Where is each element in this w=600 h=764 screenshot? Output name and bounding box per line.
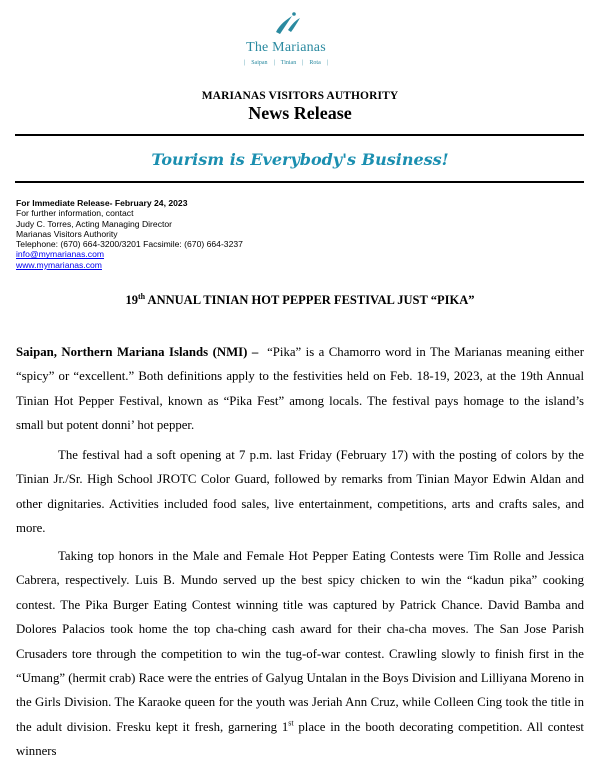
ordinal-suffix: st bbox=[288, 718, 294, 728]
contact-block bbox=[16, 198, 243, 270]
paragraph-1 bbox=[16, 340, 584, 438]
top-divider bbox=[15, 134, 584, 136]
email-link[interactable]: info@mymarianas.com bbox=[16, 249, 105, 260]
contact-person: Judy C. Torres, Acting Managing Director bbox=[16, 218, 173, 229]
article-headline bbox=[0, 292, 600, 308]
paragraph-1-text: “Pika” is a Chamorro word in The Marianas meaning either “spicy” or “excellent.” Both definitions apply to the festivities held on Feb. 18-19, 2023, at the 19th Annual Tinian Hot Pepper Festival, known as “Pika Fest” among locals. The festival pays homage to the island’s small but potent donni’ hot pepper. bbox=[16, 345, 584, 433]
release-date-line: For Immediate Release- February 24, 2023 bbox=[16, 198, 188, 208]
dateline: Saipan, Northern Mariana Islands (NMI) – bbox=[16, 345, 259, 359]
paragraph-3 bbox=[16, 544, 584, 764]
logo-islands: | Saipan | Tinian | Rota | bbox=[244, 60, 328, 66]
paragraph-2: The festival had a soft opening at 7 p.m. last Friday (February 17) with the posting of colors by the Tinian Jr./Sr. High School JROTC Color Guard, followed by remarks from Tinian Mayor Edwin Aldan and other dignitaries. Activities included food sales, live entertainment, competitions, arts and crafts sales, and more. bbox=[16, 448, 584, 536]
island-tinian: Tinian bbox=[280, 60, 297, 66]
island-rota: Rota bbox=[309, 60, 321, 66]
website-link[interactable]: www.mymarianas.com bbox=[16, 259, 102, 270]
island-saipan: Saipan bbox=[251, 60, 268, 66]
headline-number: 19 bbox=[125, 293, 138, 308]
contact-phone: Telephone: (670) 664-3200/3201 Facsimile: (670) 664-3237 bbox=[16, 239, 243, 250]
bottom-divider bbox=[15, 181, 584, 183]
contact-organization: Marianas Visitors Authority bbox=[16, 228, 118, 239]
paragraph-3-text: Taking top honors in the Male and Female Hot Pepper Eating Contests were Tim Rolle and Jessica Cabrera, respectively. Luis B. Mundo served up the best spicy chicken to win the “kadun pika” cooking contest. The Pika Burger Eating Contest winning title was captured by Patrick Chance. David Bamba and Dolores Palacios took home the top cha-ching cash award for their cha-cha moves. The San Jose Parish Crusaders tore through the competition to win the tug-of-war contest. Crawling slowly to finish first in the “Umang” (hermit crab) Race were the entries of Galyug Untalan in the Boys Division and Lilliyana Moreno in the Girls Division. The Karaoke queen for the youth was Jeriah Ann Cruz, while Colleen Cing took the title in the adult division. Fresku kept it fresh, garnering 1 bbox=[16, 549, 584, 734]
bird-logo-icon bbox=[236, 10, 336, 42]
contact-intro: For further information, contact bbox=[16, 208, 134, 219]
paragraph-3-tail: place in the booth decorating competition. All contest winners bbox=[16, 719, 584, 759]
headline-suffix: th bbox=[138, 292, 146, 301]
organization-name: MARIANAS VISITORS AUTHORITY bbox=[201, 90, 399, 102]
slogan: Tourism is Everybody's Business! bbox=[151, 150, 449, 169]
marianas-logo bbox=[236, 10, 336, 70]
document-title: News Release bbox=[248, 103, 352, 123]
logo-name: The Marianas bbox=[246, 40, 326, 55]
headline-text: ANNUAL TINIAN HOT PEPPER FESTIVAL JUST “PIKA” bbox=[145, 293, 475, 308]
